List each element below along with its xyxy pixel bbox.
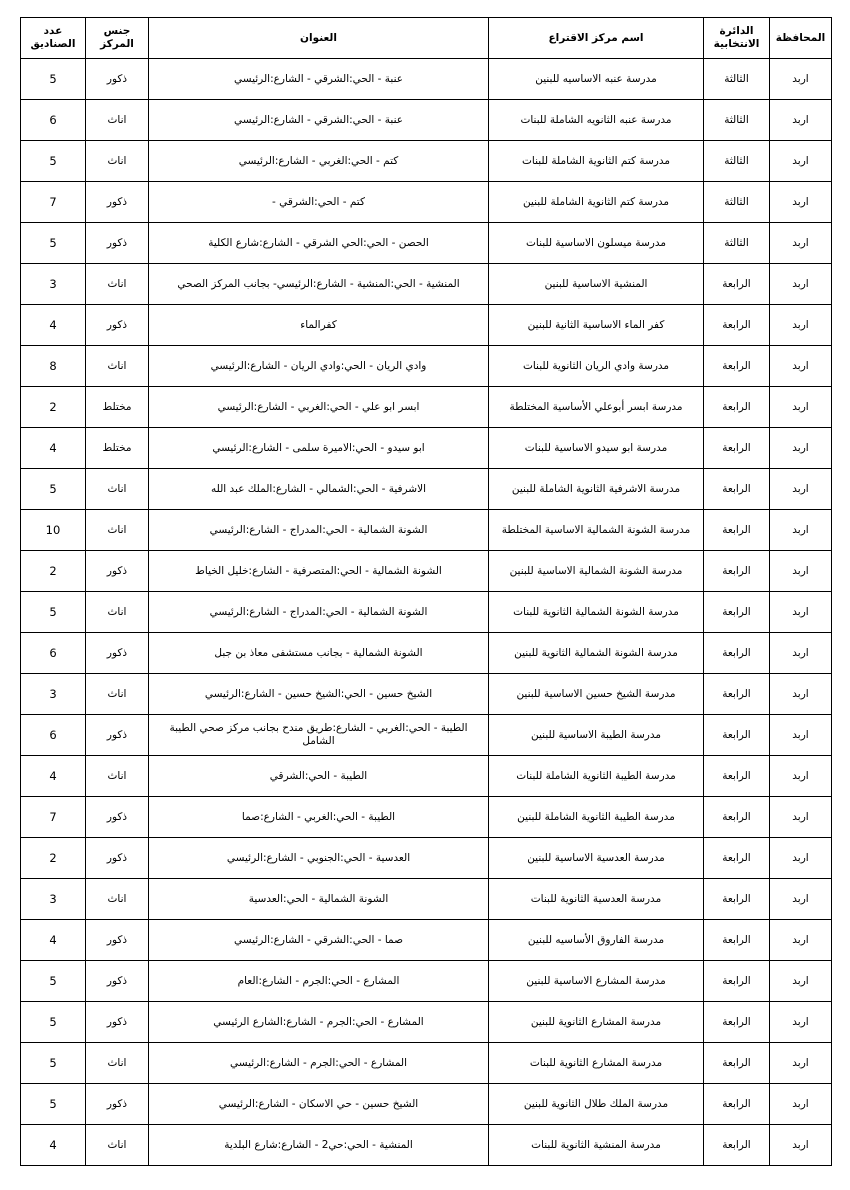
- cell-center-gender: اناث: [86, 674, 149, 715]
- cell-center-name: المنشية الاساسية للبنين: [489, 264, 704, 305]
- cell-boxes: 3: [21, 674, 86, 715]
- table-row: [21, 920, 832, 961]
- cell-center-name: مدرسة الملك طلال الثانوية للبنين: [489, 1084, 704, 1125]
- cell-district: الرابعة: [704, 510, 770, 551]
- cell-center-name: مدرسة الطيبة الاساسية للبنين: [489, 715, 704, 756]
- table-row: [21, 510, 832, 551]
- table-row: [21, 59, 832, 100]
- cell-boxes: 4: [21, 920, 86, 961]
- cell-district: الرابعة: [704, 961, 770, 1002]
- table-row: [21, 428, 832, 469]
- cell-boxes: 3: [21, 879, 86, 920]
- table-row: [21, 674, 832, 715]
- cell-center-name: مدرسة الشونة الشمالية الثانوية للبنات: [489, 592, 704, 633]
- cell-center-gender: مختلط: [86, 428, 149, 469]
- cell-address: الشيخ حسين - حي الاسكان - الشارع:الرئيسي: [149, 1084, 489, 1125]
- cell-center-gender: ذكور: [86, 1002, 149, 1043]
- header-boxes: عدد الصناديق: [21, 18, 86, 59]
- cell-district: الرابعة: [704, 387, 770, 428]
- cell-center-name: مدرسة المشارع الثانوية للبنين: [489, 1002, 704, 1043]
- cell-center-gender: مختلط: [86, 387, 149, 428]
- cell-boxes: 2: [21, 551, 86, 592]
- cell-address: العدسية - الحي:الجنوبي - الشارع:الرئيسي: [149, 838, 489, 879]
- cell-center-name: مدرسة العدسية الثانوية للبنات: [489, 879, 704, 920]
- cell-center-gender: اناث: [86, 1043, 149, 1084]
- table-row: [21, 182, 832, 223]
- table-row: [21, 838, 832, 879]
- cell-district: الرابعة: [704, 715, 770, 756]
- cell-center-name: مدرسة الشونة الشمالية الاساسية المختلطة: [489, 510, 704, 551]
- cell-governorate: اربد: [770, 223, 832, 264]
- cell-boxes: 6: [21, 100, 86, 141]
- cell-center-gender: ذكور: [86, 1084, 149, 1125]
- cell-governorate: اربد: [770, 592, 832, 633]
- table-row: [21, 387, 832, 428]
- cell-boxes: 8: [21, 346, 86, 387]
- cell-center-gender: ذكور: [86, 633, 149, 674]
- cell-boxes: 5: [21, 1084, 86, 1125]
- header-center-gender: جنس المركز: [86, 18, 149, 59]
- table-row: [21, 592, 832, 633]
- cell-center-gender: اناث: [86, 469, 149, 510]
- cell-district: الثالثة: [704, 182, 770, 223]
- cell-address: الطيبة - الحي:الغربي - الشارع:طريق مندح بجانب مركز صحي الطيبة الشامل: [149, 715, 489, 756]
- table-row: [21, 469, 832, 510]
- cell-district: الرابعة: [704, 1125, 770, 1166]
- table-row: [21, 715, 832, 756]
- cell-boxes: 2: [21, 387, 86, 428]
- table-row: [21, 1084, 832, 1125]
- table-body: [21, 59, 832, 1166]
- cell-address: عنبة - الحي:الشرقي - الشارع:الرئيسي: [149, 59, 489, 100]
- cell-boxes: 7: [21, 182, 86, 223]
- table-row: [21, 346, 832, 387]
- cell-address: المشارع - الحي:الجرم - الشارع:الرئيسي: [149, 1043, 489, 1084]
- cell-district: الرابعة: [704, 346, 770, 387]
- cell-address: وادي الريان - الحي:وادي الريان - الشارع:الرئيسي: [149, 346, 489, 387]
- cell-boxes: 4: [21, 428, 86, 469]
- cell-governorate: اربد: [770, 1043, 832, 1084]
- cell-boxes: 5: [21, 1043, 86, 1084]
- cell-governorate: اربد: [770, 387, 832, 428]
- cell-governorate: اربد: [770, 674, 832, 715]
- cell-district: الرابعة: [704, 551, 770, 592]
- table-header: [21, 18, 832, 59]
- cell-address: المنشية - الحي:المنشية - الشارع:الرئيسي- بجانب المركز الصحي: [149, 264, 489, 305]
- table-row: [21, 961, 832, 1002]
- cell-address: المشارع - الحي:الجرم - الشارع:العام: [149, 961, 489, 1002]
- cell-district: الرابعة: [704, 264, 770, 305]
- cell-address: صما - الحي:الشرقي - الشارع:الرئيسي: [149, 920, 489, 961]
- polling-centers-table: [20, 17, 832, 1166]
- cell-boxes: 5: [21, 1002, 86, 1043]
- cell-boxes: 5: [21, 592, 86, 633]
- header-governorate: المحافظة: [770, 18, 832, 59]
- cell-governorate: اربد: [770, 510, 832, 551]
- cell-center-gender: اناث: [86, 100, 149, 141]
- cell-district: الرابعة: [704, 592, 770, 633]
- cell-center-name: مدرسة الاشرفية الثانوية الشاملة للبنين: [489, 469, 704, 510]
- cell-center-name: مدرسة الطيبة الثانوية الشاملة للبنين: [489, 797, 704, 838]
- cell-center-name: مدرسة العدسية الاساسية للبنين: [489, 838, 704, 879]
- cell-center-name: مدرسة المنشية الثانوية للبنات: [489, 1125, 704, 1166]
- table-row: [21, 756, 832, 797]
- cell-center-gender: اناث: [86, 346, 149, 387]
- cell-center-gender: ذكور: [86, 305, 149, 346]
- cell-boxes: 5: [21, 223, 86, 264]
- cell-district: الثالثة: [704, 59, 770, 100]
- cell-district: الثالثة: [704, 100, 770, 141]
- cell-district: الرابعة: [704, 756, 770, 797]
- cell-address: الحصن - الحي:الحي الشرقي - الشارع:شارع الكلية: [149, 223, 489, 264]
- cell-center-gender: اناث: [86, 510, 149, 551]
- cell-district: الرابعة: [704, 879, 770, 920]
- cell-address: كتم - الحي:الغربي - الشارع:الرئيسي: [149, 141, 489, 182]
- cell-center-gender: اناث: [86, 879, 149, 920]
- cell-center-gender: ذكور: [86, 838, 149, 879]
- table-row: [21, 264, 832, 305]
- cell-district: الرابعة: [704, 1043, 770, 1084]
- cell-address: الاشرفية - الحي:الشمالي - الشارع:الملك عبد الله: [149, 469, 489, 510]
- cell-governorate: اربد: [770, 346, 832, 387]
- cell-governorate: اربد: [770, 715, 832, 756]
- cell-address: المشارع - الحي:الجرم - الشارع:الشارع الرئيسي: [149, 1002, 489, 1043]
- cell-center-name: مدرسة عنبه الثانويه الشاملة للبنات: [489, 100, 704, 141]
- header-address: العنوان: [149, 18, 489, 59]
- cell-governorate: اربد: [770, 305, 832, 346]
- cell-address: كتم - الحي:الشرقي -: [149, 182, 489, 223]
- cell-address: الشونة الشمالية - الحي:المدراج - الشارع:الرئيسي: [149, 510, 489, 551]
- table-row: [21, 1043, 832, 1084]
- cell-center-gender: ذكور: [86, 182, 149, 223]
- cell-address: كفرالماء: [149, 305, 489, 346]
- table-row: [21, 305, 832, 346]
- cell-governorate: اربد: [770, 100, 832, 141]
- cell-boxes: 6: [21, 715, 86, 756]
- cell-address: ابسر ابو علي - الحي:الغربي - الشارع:الرئيسي: [149, 387, 489, 428]
- table-row: [21, 223, 832, 264]
- table-row: [21, 633, 832, 674]
- header-center-name: اسم مركز الاقتراع: [489, 18, 704, 59]
- table-row: [21, 879, 832, 920]
- cell-center-gender: اناث: [86, 1125, 149, 1166]
- cell-center-name: مدرسة الفاروق الأساسيه للبنين: [489, 920, 704, 961]
- cell-boxes: 4: [21, 305, 86, 346]
- cell-center-gender: ذكور: [86, 551, 149, 592]
- cell-center-gender: ذكور: [86, 223, 149, 264]
- cell-governorate: اربد: [770, 264, 832, 305]
- cell-center-gender: اناث: [86, 141, 149, 182]
- cell-center-name: مدرسة المشارع الاساسية للبنين: [489, 961, 704, 1002]
- cell-boxes: 5: [21, 469, 86, 510]
- cell-center-name: مدرسة الشونة الشمالية الثانوية للبنين: [489, 633, 704, 674]
- cell-boxes: 3: [21, 264, 86, 305]
- cell-center-name: كفر الماء الاساسية الثانية للبنين: [489, 305, 704, 346]
- cell-center-name: مدرسة المشارع الثانوية للبنات: [489, 1043, 704, 1084]
- cell-boxes: 5: [21, 961, 86, 1002]
- cell-district: الرابعة: [704, 838, 770, 879]
- cell-boxes: 5: [21, 141, 86, 182]
- cell-district: الرابعة: [704, 469, 770, 510]
- header-district: الدائرة الانتخابية: [704, 18, 770, 59]
- cell-district: الثالثة: [704, 223, 770, 264]
- cell-governorate: اربد: [770, 961, 832, 1002]
- cell-address: ابو سيدو - الحي:الاميرة سلمى - الشارع:الرئيسي: [149, 428, 489, 469]
- cell-district: الرابعة: [704, 797, 770, 838]
- cell-address: الطيبة - الحي:الغربي - الشارع:صما: [149, 797, 489, 838]
- cell-district: الثالثة: [704, 141, 770, 182]
- cell-address: الشيخ حسين - الحي:الشيخ حسين - الشارع:الرئيسي: [149, 674, 489, 715]
- cell-address: الشونة الشمالية - الحي:العدسية: [149, 879, 489, 920]
- cell-center-gender: ذكور: [86, 715, 149, 756]
- cell-district: الرابعة: [704, 1002, 770, 1043]
- cell-governorate: اربد: [770, 141, 832, 182]
- cell-governorate: اربد: [770, 633, 832, 674]
- cell-center-gender: اناث: [86, 756, 149, 797]
- table-row: [21, 551, 832, 592]
- cell-address: عنبة - الحي:الشرقي - الشارع:الرئيسي: [149, 100, 489, 141]
- table-row: [21, 141, 832, 182]
- cell-governorate: اربد: [770, 838, 832, 879]
- table-row: [21, 797, 832, 838]
- cell-center-name: مدرسة كتم الثانوية الشاملة للبنين: [489, 182, 704, 223]
- cell-governorate: اربد: [770, 1002, 832, 1043]
- cell-center-name: مدرسة ميسلون الاساسية للبنات: [489, 223, 704, 264]
- cell-governorate: اربد: [770, 59, 832, 100]
- cell-boxes: 5: [21, 59, 86, 100]
- cell-boxes: 6: [21, 633, 86, 674]
- cell-center-gender: اناث: [86, 592, 149, 633]
- cell-governorate: اربد: [770, 182, 832, 223]
- cell-district: الرابعة: [704, 920, 770, 961]
- cell-boxes: 4: [21, 1125, 86, 1166]
- cell-address: الطيبة - الحي:الشرقي: [149, 756, 489, 797]
- cell-governorate: اربد: [770, 920, 832, 961]
- table-row: [21, 1125, 832, 1166]
- cell-governorate: اربد: [770, 469, 832, 510]
- cell-governorate: اربد: [770, 428, 832, 469]
- cell-governorate: اربد: [770, 797, 832, 838]
- cell-governorate: اربد: [770, 756, 832, 797]
- cell-address: الشونة الشمالية - الحي:المدراج - الشارع:الرئيسي: [149, 592, 489, 633]
- cell-center-name: مدرسة الطيبة الثانوية الشاملة للبنات: [489, 756, 704, 797]
- cell-boxes: 2: [21, 838, 86, 879]
- cell-address: الشونة الشمالية - بجانب مستشفى معاذ بن جبل: [149, 633, 489, 674]
- cell-center-gender: ذكور: [86, 59, 149, 100]
- cell-center-name: مدرسة ابسر أبوعلي الأساسية المختلطة: [489, 387, 704, 428]
- cell-boxes: 4: [21, 756, 86, 797]
- cell-center-gender: ذكور: [86, 797, 149, 838]
- table-row: [21, 1002, 832, 1043]
- table-row: [21, 100, 832, 141]
- cell-center-name: مدرسة كتم الثانوية الشاملة للبنات: [489, 141, 704, 182]
- cell-district: الرابعة: [704, 428, 770, 469]
- cell-district: الرابعة: [704, 674, 770, 715]
- cell-governorate: اربد: [770, 879, 832, 920]
- header-row: [21, 18, 832, 59]
- cell-center-name: مدرسة عنبه الاساسيه للبنين: [489, 59, 704, 100]
- cell-center-name: مدرسة ابو سيدو الاساسية للبنات: [489, 428, 704, 469]
- cell-governorate: اربد: [770, 1125, 832, 1166]
- cell-district: الرابعة: [704, 1084, 770, 1125]
- cell-center-name: مدرسة وادي الريان الثانوية للبنات: [489, 346, 704, 387]
- cell-center-name: مدرسة الشونة الشمالية الاساسية للبنين: [489, 551, 704, 592]
- cell-governorate: اربد: [770, 551, 832, 592]
- cell-boxes: 10: [21, 510, 86, 551]
- cell-district: الرابعة: [704, 633, 770, 674]
- cell-boxes: 7: [21, 797, 86, 838]
- cell-center-gender: اناث: [86, 264, 149, 305]
- cell-address: المنشية - الحي:حي2 - الشارع:شارع البلدية: [149, 1125, 489, 1166]
- cell-center-name: مدرسة الشيخ حسين الاساسية للبنين: [489, 674, 704, 715]
- cell-governorate: اربد: [770, 1084, 832, 1125]
- cell-address: الشونة الشمالية - الحي:المتصرفية - الشارع:خليل الخياط: [149, 551, 489, 592]
- cell-center-gender: ذكور: [86, 920, 149, 961]
- cell-district: الرابعة: [704, 305, 770, 346]
- cell-center-gender: ذكور: [86, 961, 149, 1002]
